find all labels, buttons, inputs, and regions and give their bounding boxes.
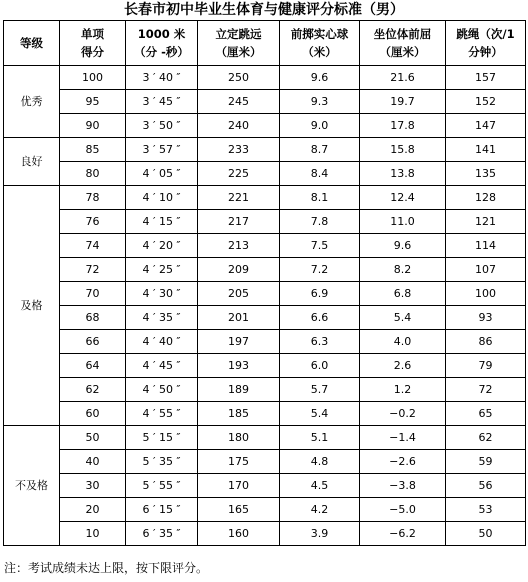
rope-skip-cell: 72 xyxy=(446,378,526,402)
ball-throw-cell: 6.9 xyxy=(280,282,360,306)
run-1000m-cell: 4 ′ 55 ″ xyxy=(126,402,198,426)
table-row xyxy=(4,282,526,306)
standing-jump-cell: 170 xyxy=(198,474,280,498)
standing-jump-cell: 175 xyxy=(198,450,280,474)
rope-skip-cell: 107 xyxy=(446,258,526,282)
table-row xyxy=(4,258,526,282)
table-row xyxy=(4,426,526,450)
grade-cell: 不及格 xyxy=(4,426,60,546)
standing-jump-cell: 185 xyxy=(198,402,280,426)
table-row xyxy=(4,498,526,522)
sit-reach-cell: 2.6 xyxy=(360,354,446,378)
score-cell: 70 xyxy=(60,282,126,306)
rope-skip-cell: 100 xyxy=(446,282,526,306)
score-cell: 95 xyxy=(60,90,126,114)
standing-jump-cell: 225 xyxy=(198,162,280,186)
table-row xyxy=(4,450,526,474)
sit-reach-cell: −0.2 xyxy=(360,402,446,426)
score-cell: 76 xyxy=(60,210,126,234)
score-cell: 78 xyxy=(60,186,126,210)
rope-skip-cell: 53 xyxy=(446,498,526,522)
standing-jump-cell: 217 xyxy=(198,210,280,234)
rope-skip-cell: 152 xyxy=(446,90,526,114)
score-cell: 66 xyxy=(60,330,126,354)
run-1000m-cell: 3 ′ 45 ″ xyxy=(126,90,198,114)
ball-throw-cell: 8.4 xyxy=(280,162,360,186)
header-ball-throw: 前掷实心球 （米） xyxy=(280,21,360,66)
rope-skip-cell: 141 xyxy=(446,138,526,162)
standing-jump-cell: 197 xyxy=(198,330,280,354)
ball-throw-cell: 6.6 xyxy=(280,306,360,330)
run-1000m-cell: 4 ′ 35 ″ xyxy=(126,306,198,330)
ball-throw-cell: 7.8 xyxy=(280,210,360,234)
score-cell: 20 xyxy=(60,498,126,522)
ball-throw-cell: 9.0 xyxy=(280,114,360,138)
rope-skip-cell: 65 xyxy=(446,402,526,426)
ball-throw-cell: 8.1 xyxy=(280,186,360,210)
run-1000m-cell: 6 ′ 15 ″ xyxy=(126,498,198,522)
standing-jump-cell: 209 xyxy=(198,258,280,282)
sit-reach-cell: 1.2 xyxy=(360,378,446,402)
ball-throw-cell: 9.6 xyxy=(280,66,360,90)
sit-reach-cell: 13.8 xyxy=(360,162,446,186)
ball-throw-cell: 4.5 xyxy=(280,474,360,498)
rope-skip-cell: 86 xyxy=(446,330,526,354)
sit-reach-cell: 4.0 xyxy=(360,330,446,354)
grade-cell: 优秀 xyxy=(4,66,60,138)
rope-skip-cell: 147 xyxy=(446,114,526,138)
run-1000m-cell: 4 ′ 40 ″ xyxy=(126,330,198,354)
score-cell: 62 xyxy=(60,378,126,402)
run-1000m-cell: 3 ′ 50 ″ xyxy=(126,114,198,138)
table-body xyxy=(4,66,526,546)
run-1000m-cell: 5 ′ 55 ″ xyxy=(126,474,198,498)
rope-skip-cell: 157 xyxy=(446,66,526,90)
score-cell: 85 xyxy=(60,138,126,162)
standing-jump-cell: 205 xyxy=(198,282,280,306)
table-row xyxy=(4,354,526,378)
run-1000m-cell: 3 ′ 40 ″ xyxy=(126,66,198,90)
sit-reach-cell: 15.8 xyxy=(360,138,446,162)
ball-throw-cell: 6.0 xyxy=(280,354,360,378)
standing-jump-cell: 189 xyxy=(198,378,280,402)
score-cell: 80 xyxy=(60,162,126,186)
score-cell: 40 xyxy=(60,450,126,474)
score-cell: 10 xyxy=(60,522,126,546)
run-1000m-cell: 3 ′ 57 ″ xyxy=(126,138,198,162)
standing-jump-cell: 250 xyxy=(198,66,280,90)
table-row xyxy=(4,210,526,234)
ball-throw-cell: 5.7 xyxy=(280,378,360,402)
run-1000m-cell: 4 ′ 50 ″ xyxy=(126,378,198,402)
ball-throw-cell: 7.2 xyxy=(280,258,360,282)
sit-reach-cell: 21.6 xyxy=(360,66,446,90)
score-cell: 50 xyxy=(60,426,126,450)
rope-skip-cell: 135 xyxy=(446,162,526,186)
standing-jump-cell: 221 xyxy=(198,186,280,210)
ball-throw-cell: 9.3 xyxy=(280,90,360,114)
sit-reach-cell: 5.4 xyxy=(360,306,446,330)
table-row xyxy=(4,114,526,138)
standing-jump-cell: 233 xyxy=(198,138,280,162)
grade-cell: 良好 xyxy=(4,138,60,186)
standing-jump-cell: 160 xyxy=(198,522,280,546)
ball-throw-cell: 3.9 xyxy=(280,522,360,546)
ball-throw-cell: 4.8 xyxy=(280,450,360,474)
sit-reach-cell: −1.4 xyxy=(360,426,446,450)
sit-reach-cell: −2.6 xyxy=(360,450,446,474)
standing-jump-cell: 193 xyxy=(198,354,280,378)
sit-reach-cell: −6.2 xyxy=(360,522,446,546)
ball-throw-cell: 6.3 xyxy=(280,330,360,354)
run-1000m-cell: 4 ′ 20 ″ xyxy=(126,234,198,258)
run-1000m-cell: 5 ′ 15 ″ xyxy=(126,426,198,450)
sit-reach-cell: 11.0 xyxy=(360,210,446,234)
header-sit-reach: 坐位体前屈 （厘米） xyxy=(360,21,446,66)
header-rope-skip: 跳绳（次/1 分钟） xyxy=(446,21,526,66)
standing-jump-cell: 245 xyxy=(198,90,280,114)
ball-throw-cell: 4.2 xyxy=(280,498,360,522)
run-1000m-cell: 4 ′ 45 ″ xyxy=(126,354,198,378)
rope-skip-cell: 50 xyxy=(446,522,526,546)
sit-reach-cell: 17.8 xyxy=(360,114,446,138)
scoring-standard-table xyxy=(3,20,526,546)
standing-jump-cell: 201 xyxy=(198,306,280,330)
standing-jump-cell: 180 xyxy=(198,426,280,450)
sit-reach-cell: −3.8 xyxy=(360,474,446,498)
run-1000m-cell: 6 ′ 35 ″ xyxy=(126,522,198,546)
score-cell: 64 xyxy=(60,354,126,378)
run-1000m-cell: 4 ′ 15 ″ xyxy=(126,210,198,234)
rope-skip-cell: 93 xyxy=(446,306,526,330)
rope-skip-cell: 62 xyxy=(446,426,526,450)
sit-reach-cell: −5.0 xyxy=(360,498,446,522)
table-row xyxy=(4,378,526,402)
table-row xyxy=(4,138,526,162)
run-1000m-cell: 4 ′ 25 ″ xyxy=(126,258,198,282)
table-row xyxy=(4,186,526,210)
score-cell: 60 xyxy=(60,402,126,426)
score-cell: 74 xyxy=(60,234,126,258)
sit-reach-cell: 12.4 xyxy=(360,186,446,210)
score-cell: 72 xyxy=(60,258,126,282)
header-row xyxy=(4,21,526,66)
header-grade: 等级 xyxy=(4,21,60,66)
table-row xyxy=(4,162,526,186)
standing-jump-cell: 240 xyxy=(198,114,280,138)
rope-skip-cell: 79 xyxy=(446,354,526,378)
ball-throw-cell: 5.1 xyxy=(280,426,360,450)
rope-skip-cell: 56 xyxy=(446,474,526,498)
sit-reach-cell: 19.7 xyxy=(360,90,446,114)
sit-reach-cell: 6.8 xyxy=(360,282,446,306)
header-standing-jump: 立定跳远 （厘米） xyxy=(198,21,280,66)
ball-throw-cell: 7.5 xyxy=(280,234,360,258)
table-title: 长春市初中毕业生体育与健康评分标准（男） xyxy=(124,2,404,18)
table-row xyxy=(4,330,526,354)
standing-jump-cell: 165 xyxy=(198,498,280,522)
run-1000m-cell: 4 ′ 30 ″ xyxy=(126,282,198,306)
score-cell: 30 xyxy=(60,474,126,498)
table-row xyxy=(4,402,526,426)
sit-reach-cell: 9.6 xyxy=(360,234,446,258)
grade-cell: 及格 xyxy=(4,186,60,426)
rope-skip-cell: 128 xyxy=(446,186,526,210)
footnote: 注：考试成绩未达上限，按下限评分。 xyxy=(4,561,209,575)
ball-throw-cell: 8.7 xyxy=(280,138,360,162)
table-row xyxy=(4,66,526,90)
table-row xyxy=(4,234,526,258)
score-cell: 68 xyxy=(60,306,126,330)
header-1000m: 1000 米 （分 -秒） xyxy=(126,21,198,66)
standing-jump-cell: 213 xyxy=(198,234,280,258)
table-row xyxy=(4,306,526,330)
ball-throw-cell: 5.4 xyxy=(280,402,360,426)
rope-skip-cell: 114 xyxy=(446,234,526,258)
run-1000m-cell: 5 ′ 35 ″ xyxy=(126,450,198,474)
run-1000m-cell: 4 ′ 05 ″ xyxy=(126,162,198,186)
sit-reach-cell: 8.2 xyxy=(360,258,446,282)
rope-skip-cell: 59 xyxy=(446,450,526,474)
rope-skip-cell: 121 xyxy=(446,210,526,234)
run-1000m-cell: 4 ′ 10 ″ xyxy=(126,186,198,210)
table-row xyxy=(4,90,526,114)
table-row xyxy=(4,474,526,498)
score-cell: 100 xyxy=(60,66,126,90)
table-row xyxy=(4,522,526,546)
score-cell: 90 xyxy=(60,114,126,138)
header-score: 单项 得分 xyxy=(60,21,126,66)
